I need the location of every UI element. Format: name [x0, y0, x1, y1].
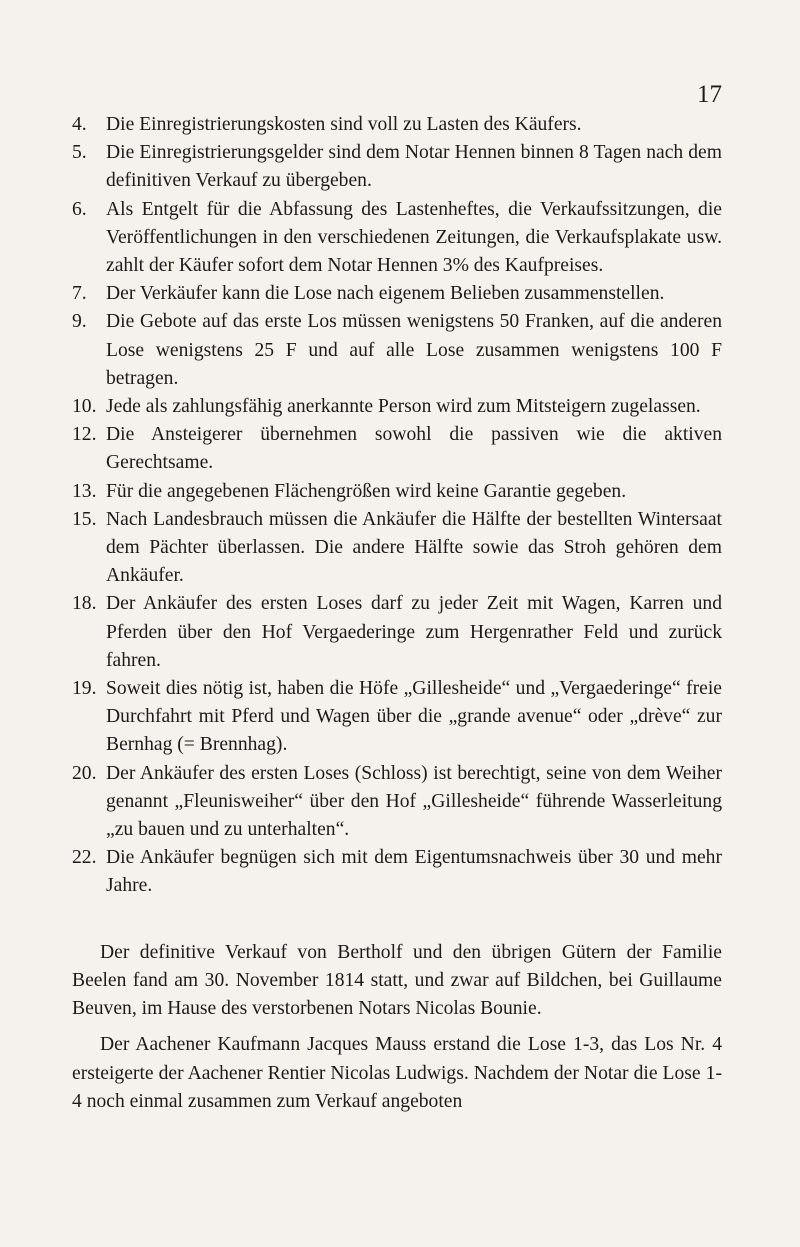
list-item-number: 4. [72, 114, 87, 135]
list-item-number: 5. [72, 142, 87, 164]
list-item-text: Der Verkäufer kann die Lose nach eigenem Belieben zusammenstellen. [106, 283, 665, 305]
list-item-number: 20. [72, 762, 97, 784]
list-item [72, 478, 722, 506]
list-item-number: 10. [72, 396, 97, 418]
section-gap [72, 901, 722, 939]
body-paragraph: Der Aachener Kaufmann Jacques Mauss erstand die Lose 1-3, das Los Nr. 4 ersteigerte der Aachener Rentier Nicolas Ludwigs. Nachdem der Notar die Lose 1- 4 noch einmal zusammen zum Verkauf angeboten [72, 1034, 722, 1112]
list-item [72, 844, 722, 900]
list-item-text: Jede als zahlungsfähig anerkannte Person wird zum Mitsteigern zugelassen. [106, 396, 701, 418]
list-item-text: Nach Landesbrauch müssen die Ankäufer die Hälfte der bestellten Wintersaat dem Pächter überlassen. Die andere Hälfte sowie das Stroh gehören dem Ankäufer. [106, 508, 722, 587]
list-item-text: Soweit dies nötig ist, haben die Höfe „Gillesheide“ und „Vergaederinge“ freie Durchfahrt mit Pferd und Wagen über die „grande avenue“ oder „drève“ zur Bernhag (= Brennhag). [106, 678, 722, 756]
list-item-number: 13. [72, 480, 97, 502]
list-item-text: Die Einregistrierungskosten sind voll zu Lasten des Käufers. [106, 114, 582, 135]
list-item-number: 19. [72, 678, 97, 700]
list-item-number: 12. [72, 424, 97, 446]
body-paragraph: Der definitive Verkauf von Bertholf und den übrigen Gütern der Familie Beelen fand am 30. November 1814 statt, und zwar auf Bildchen, bei Guillaume Beuven, im Hause des verstorbenen Notars Nicolas Bounie. [72, 941, 722, 1020]
list-item [72, 196, 722, 281]
list-item [72, 506, 722, 591]
list-item [72, 760, 722, 845]
list-item-text: Die Ankäufer begnügen sich mit dem Eigentumsnachweis über 30 und mehr Jahre. [106, 847, 722, 897]
page-content [72, 111, 722, 1124]
list-item-text: Der Ankäufer des ersten Loses darf zu jeder Zeit mit Wagen, Karren und Pferden über den Hof Vergaederinge zum Hergenrather Feld und zurück fahren. [106, 593, 722, 671]
list-item-number: 18. [72, 593, 97, 615]
page-number: 17 [697, 81, 722, 108]
list-item-number: 6. [72, 198, 87, 220]
list-item-number: 9. [72, 311, 87, 333]
list-item-text: Die Einregistrierungsgelder sind dem Notar Hennen binnen 8 Tagen nach dem definitiven Verkauf zu übergeben. [106, 142, 722, 192]
list-item [72, 393, 722, 421]
list-item-text: Der Ankäufer des ersten Loses (Schloss) ist berechtigt, seine von dem Weiher genannt „Fleunisweiher“ über den Hof „Gillesheide“ führende Wasserleitung „zu bauen und zu unterhalten“. [106, 762, 722, 841]
list-item-text: Die Ansteigerer übernehmen sowohl die passiven wie die aktiven Gerechtsame. [106, 424, 722, 474]
conditions-list [72, 111, 722, 901]
list-item [72, 139, 722, 195]
list-item-number: 22. [72, 847, 97, 869]
list-item [72, 280, 722, 308]
list-item [72, 111, 722, 139]
list-item [72, 675, 722, 760]
list-item [72, 590, 722, 675]
list-item-text: Für die angegebenen Flächengrößen wird keine Garantie gegeben. [106, 480, 627, 502]
list-item [72, 308, 722, 393]
list-item-text: Die Gebote auf das erste Los müssen wenigstens 50 Franken, auf die anderen Lose wenigstens 25 F und auf alle Lose zusammen wenigstens 100 F betragen. [106, 311, 722, 389]
list-item [72, 421, 722, 477]
list-item-number: 15. [72, 508, 97, 530]
list-item-text: Als Entgelt für die Abfassung des Lastenheftes, die Verkaufssitzungen, die Veröffentlichungen in den verschiedenen Zeitungen, die Verkaufsplakate usw. zahlt der Käufer sofort dem Notar Hennen 3% des Kaufpreises. [106, 198, 722, 277]
list-item-number: 7. [72, 283, 87, 305]
